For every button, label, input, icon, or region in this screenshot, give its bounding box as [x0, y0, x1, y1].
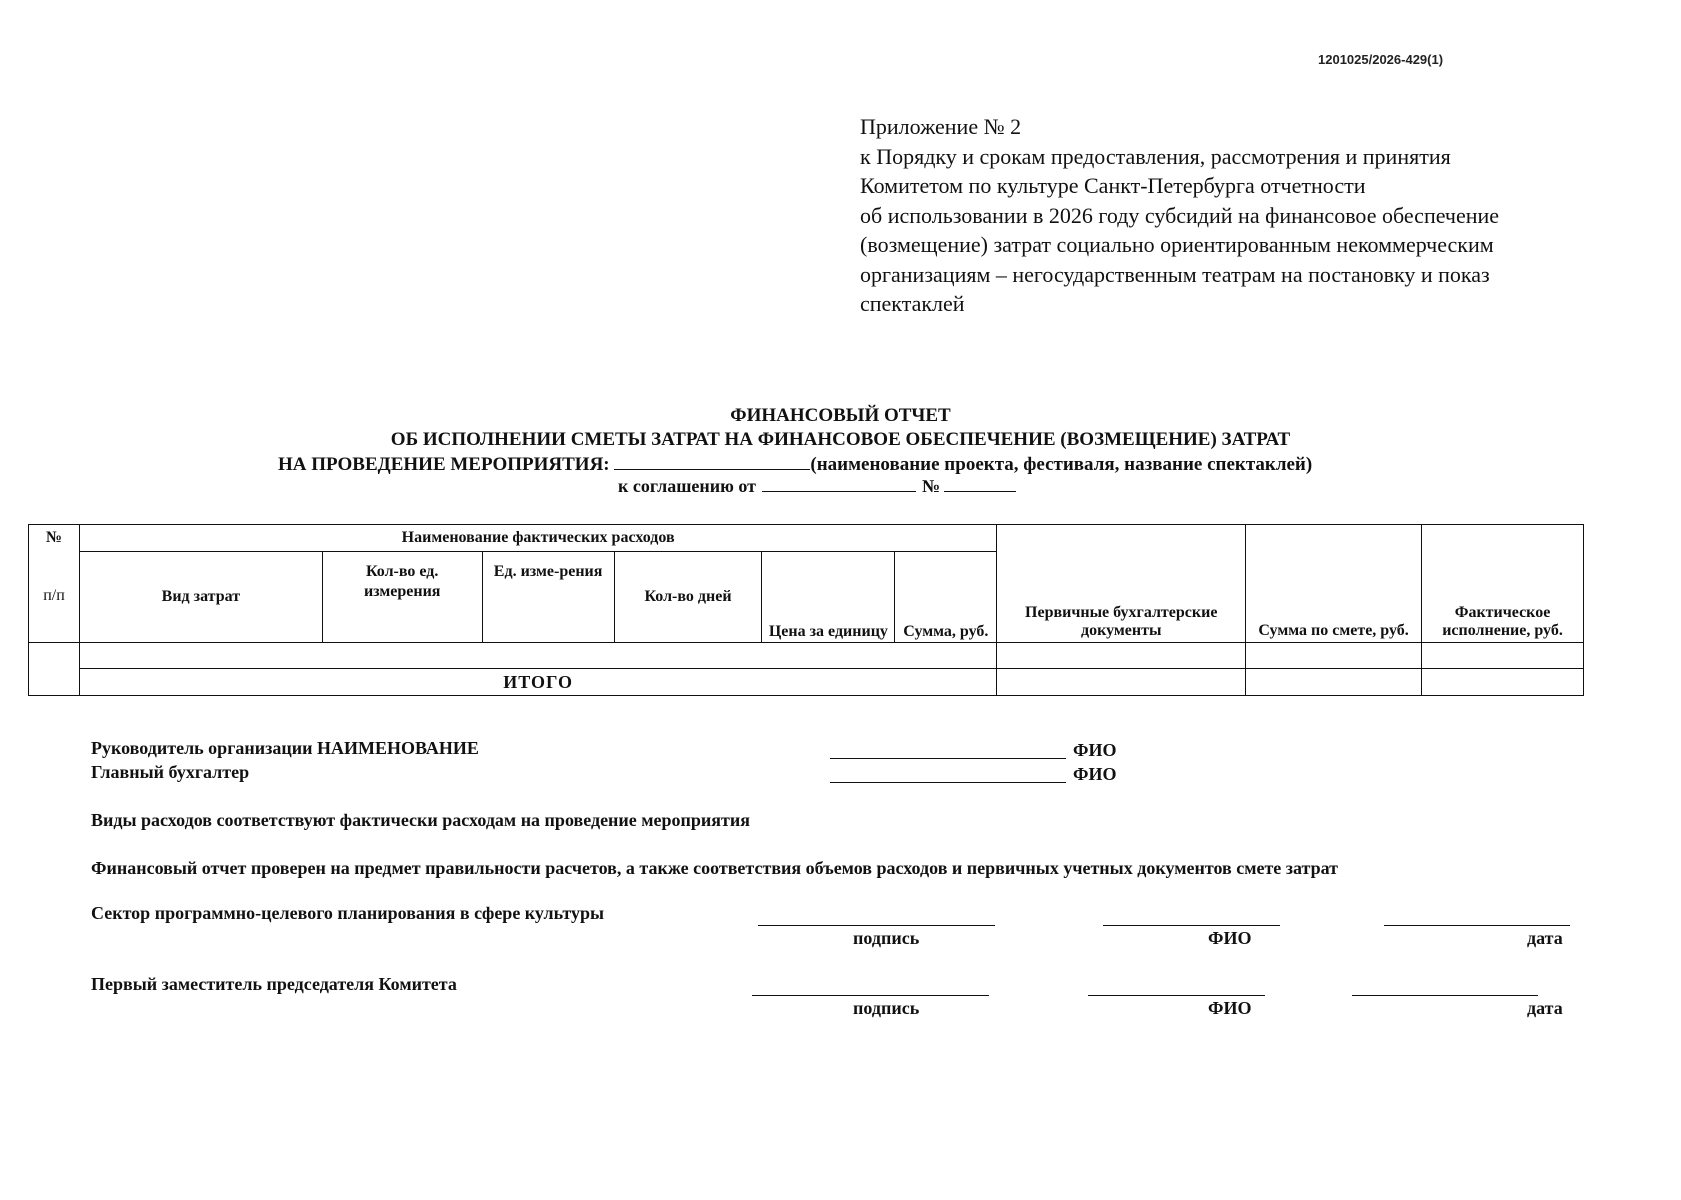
header-estimate-sum: Сумма по смете, руб. — [1246, 525, 1422, 643]
sector-date-caption: дата — [1527, 928, 1563, 948]
appendix-line: Комитетом по культуре Санкт-Петербурга отчетности — [860, 173, 1366, 198]
sector-fio-caption: ФИО — [1208, 928, 1252, 948]
header-actual-sum: Фактическое исполнение, руб. — [1422, 525, 1584, 643]
docs-data-cell — [997, 643, 1246, 669]
subheader-unit-price: Цена за единицу — [762, 552, 895, 643]
report-subtitle: ОБ ИСПОЛНЕНИИ СМЕТЫ ЗАТРАТ НА ФИНАНСОВОЕ ОБЕСПЕЧЕНИЕ (ВОЗМЕЩЕНИЕ) ЗАТРАТ — [390, 429, 1291, 450]
deputy-date-line — [1352, 995, 1538, 996]
appendix-line: организациям – негосударственным театрам на постановку и показ — [860, 261, 1490, 287]
appendix-line: об использовании в 2026 году субсидий на финансовое обеспечение — [860, 202, 1500, 228]
deputy-fio-line — [1088, 995, 1265, 996]
document-id: 1201025/2026-429(1) — [1318, 52, 1444, 67]
note-verified: Финансовый отчет проверен на предмет правильности расчетов, а также соответствия объемов расходов и первичных учетных документов смете затрат — [91, 858, 1339, 878]
estimate-data-cell — [1246, 643, 1422, 669]
subheader-unit-count: Кол-во ед. измерения — [322, 552, 482, 643]
expense-data-cell — [79, 643, 996, 669]
sector-sign-caption: подпись — [853, 928, 920, 948]
event-line-prefix: НА ПРОВЕДЕНИЕ МЕРОПРИЯТИЯ: — [278, 454, 610, 475]
header-primary-docs: Первичные бухгалтерские документы — [997, 525, 1246, 643]
subheader-cost-type: Вид затрат — [79, 552, 322, 643]
accountant-signature-line — [830, 782, 1066, 783]
appendix-line: Приложение № 2 — [860, 114, 1022, 139]
header-expense-group: Наименование фактических расходов — [79, 525, 996, 552]
head-fio: ФИО — [1073, 740, 1117, 760]
event-line — [278, 453, 1312, 476]
header-number — [29, 525, 80, 643]
event-name-blank — [614, 453, 810, 470]
accountant-label: Главный бухгалтер — [91, 762, 250, 782]
report-title: ФИНАНСОВЫЙ ОТЧЕТ — [730, 405, 951, 426]
head-signature-line — [830, 758, 1066, 759]
head-label: Руководитель организации НАИМЕНОВАНИЕ — [91, 738, 479, 758]
actual-data-cell — [1422, 643, 1584, 669]
total-actual-cell — [1422, 669, 1584, 696]
header-number-top: № — [45, 529, 63, 546]
header-number-bottom: п/п — [43, 587, 65, 604]
total-docs-cell — [997, 669, 1246, 696]
deputy-sign-caption: подпись — [853, 998, 920, 1018]
note-expenses: Виды расходов соответствуют фактически расходам на проведение мероприятия — [91, 810, 750, 830]
appendix-header — [860, 112, 1660, 319]
deputy-fio-caption: ФИО — [1208, 998, 1252, 1018]
expense-table — [28, 524, 1584, 696]
subheader-days: Кол-во дней — [614, 552, 762, 643]
total-estimate-cell — [1246, 669, 1422, 696]
accountant-fio: ФИО — [1073, 764, 1117, 784]
subheader-unit: Ед. изме-рения — [482, 552, 614, 643]
sector-label: Сектор программно-целевого планирования в сфере культуры — [91, 903, 605, 923]
deputy-sign-line — [752, 995, 989, 996]
appendix-line: спектаклей — [860, 291, 965, 316]
sector-sign-line — [758, 925, 995, 926]
deputy-date-caption: дата — [1527, 998, 1563, 1018]
table-row — [29, 643, 1584, 669]
agreement-date-blank — [762, 476, 916, 492]
row-number-cell — [29, 643, 80, 696]
event-line-hint: (наименование проекта, фестиваля, название спектаклей) — [810, 454, 1313, 475]
agreement-line — [618, 476, 1016, 497]
total-row — [29, 669, 1584, 696]
appendix-line: (возмещение) затрат социально ориентированным некоммерческим — [860, 232, 1494, 257]
sector-date-line — [1384, 925, 1570, 926]
appendix-line: к Порядку и срокам предоставления, рассмотрения и принятия — [860, 143, 1451, 169]
agreement-no-label: № — [922, 476, 941, 496]
agreement-number-blank — [944, 476, 1016, 492]
agreement-prefix: к соглашению от — [618, 476, 757, 496]
subheader-sum: Сумма, руб. — [895, 552, 997, 643]
table-header-row — [29, 525, 1584, 552]
deputy-label: Первый заместитель председателя Комитета — [91, 974, 457, 994]
total-label: ИТОГО — [79, 669, 996, 696]
sector-fio-line — [1103, 925, 1280, 926]
